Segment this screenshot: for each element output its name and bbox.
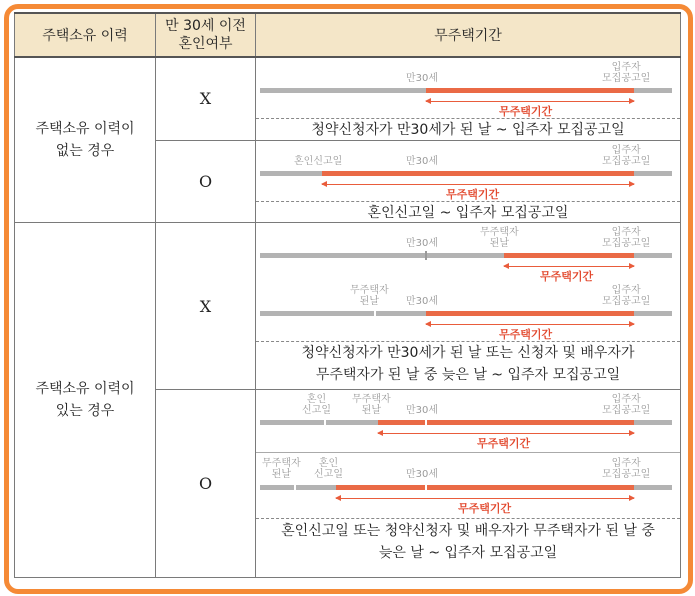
marriage-date-label [302, 394, 331, 416]
notice-label [602, 145, 650, 167]
marriage-label-line2: 신고일 [314, 469, 343, 481]
table-row [15, 223, 681, 390]
description-line2: 늦은 날 ~ 입주자 모집공고일 [378, 545, 558, 562]
homeless-tick [374, 309, 376, 318]
notice-label-line1: 입주자 [611, 144, 641, 156]
table-row [15, 57, 681, 140]
table-header-row [15, 13, 681, 57]
notice-label-line2: 모집공고일 [602, 155, 651, 167]
period-label: 무주택기간 [458, 502, 512, 516]
header-marriage-before-30 [156, 13, 256, 57]
notice-label-line1: 입주자 [611, 62, 641, 74]
homeless-tick [294, 483, 296, 492]
period-segment [426, 311, 634, 316]
homeless-label-line1: 무주택자 [262, 458, 301, 470]
notice-label-line2: 모집공고일 [602, 296, 651, 308]
period-segment [336, 485, 634, 490]
notice-label [602, 227, 650, 249]
period-arrow [322, 184, 634, 185]
period-arrow [378, 433, 634, 434]
notice-label-line1: 입주자 [611, 458, 641, 470]
description-line2: 무주택자가 된 날 중 늦은 날 ~ 입주자 모집공고일 [315, 367, 621, 384]
homeless-label-line1: 무주택자 [352, 394, 391, 406]
homeless-label-line1: 무주택자 [350, 285, 389, 297]
marriage-label-line1: 혼인 [318, 458, 339, 470]
marriage-date-label [314, 458, 343, 480]
row-separator [256, 518, 680, 519]
period-description [256, 342, 680, 386]
period-arrow [426, 101, 634, 102]
category-has-ownership [15, 223, 156, 578]
period-segment [378, 420, 634, 425]
homeless-date-label [262, 458, 301, 480]
category-line1: 주택소유 이력이 [35, 121, 135, 138]
timeline-cell [256, 57, 681, 140]
diagram-separator [256, 452, 680, 453]
age30-label: 만30세 [406, 405, 439, 417]
age30-tick [425, 483, 427, 492]
marriage-mark: X [156, 223, 256, 390]
notice-label-line2: 모집공고일 [602, 238, 651, 250]
notice-label [602, 394, 650, 416]
period-label: 무주택기간 [499, 105, 553, 119]
period-segment [426, 88, 634, 93]
category-no-ownership [15, 57, 156, 222]
period-segment [322, 171, 634, 176]
age30-label: 만30세 [406, 155, 439, 167]
marriage-label-line1: 혼인 [306, 394, 327, 406]
period-description [256, 520, 680, 564]
age30-tick [425, 418, 427, 427]
homeless-label-line2: 된날 [489, 238, 509, 250]
period-segment [504, 253, 634, 258]
header-marriage-line2: 혼인여부 [178, 36, 233, 53]
header-ownership-history: 주택소유 이력 [15, 13, 156, 57]
category-line1: 주택소유 이력이 [35, 381, 135, 398]
age30-label: 만30세 [406, 296, 439, 308]
period-label: 무주택기간 [446, 187, 500, 201]
age30-label: 만30세 [406, 73, 439, 85]
notice-label-line1: 입주자 [611, 394, 641, 406]
notice-label-line2: 모집공고일 [602, 73, 651, 85]
timeline-cell [256, 390, 681, 578]
description-line1: 청약신청자가 만30세가 된 날 또는 신청자 및 배우자가 [301, 345, 635, 362]
period-label: 무주택기간 [499, 328, 553, 342]
period-description: 혼인신고일 ~ 입주자 모집공고일 [367, 204, 569, 221]
homeless-period-table [14, 12, 681, 578]
marriage-tick [324, 418, 326, 427]
marriage-label-line2: 신고일 [302, 405, 331, 417]
header-marriage-line1: 만 30세 이전 [165, 18, 246, 35]
period-arrow [426, 324, 634, 325]
notice-label [602, 62, 650, 84]
notice-label-line1: 입주자 [611, 285, 641, 297]
homeless-label-line2: 된날 [271, 469, 291, 481]
homeless-label-line2: 된날 [359, 296, 379, 308]
homeless-label-line2: 된날 [361, 405, 381, 417]
age30-label: 만30세 [406, 469, 439, 481]
homeless-label-line1: 무주택자 [480, 227, 519, 239]
homeless-date-label [352, 394, 391, 416]
notice-label [602, 458, 650, 480]
period-label: 무주택기간 [477, 437, 531, 451]
notice-label-line2: 모집공고일 [602, 469, 651, 481]
age30-tick [425, 251, 427, 260]
header-homeless-period: 무주택기간 [256, 13, 681, 57]
period-description: 청약신청자가 만30세가 된 날 ~ 입주자 모집공고일 [311, 122, 625, 139]
category-line2: 없는 경우 [55, 143, 115, 160]
marriage-mark: O [156, 390, 256, 578]
description-line1: 혼인신고일 또는 청약신청자 및 배우자가 무주택자가 된 날 중 [281, 523, 655, 540]
homeless-date-label [480, 227, 519, 249]
period-arrow [504, 266, 634, 267]
notice-label [602, 285, 650, 307]
timeline-cell [256, 223, 681, 390]
period-arrow [336, 498, 634, 499]
homeless-date-label [350, 285, 389, 307]
notice-label-line1: 입주자 [611, 227, 641, 239]
marriage-date-label: 혼인신고일 [294, 155, 343, 167]
category-line2: 있는 경우 [55, 403, 115, 420]
age30-label: 만30세 [406, 238, 439, 250]
marriage-mark: X [156, 57, 256, 140]
marriage-mark: O [156, 140, 256, 223]
notice-label-line2: 모집공고일 [602, 405, 651, 417]
period-label: 무주택기간 [540, 270, 594, 284]
timeline-cell [256, 140, 681, 223]
